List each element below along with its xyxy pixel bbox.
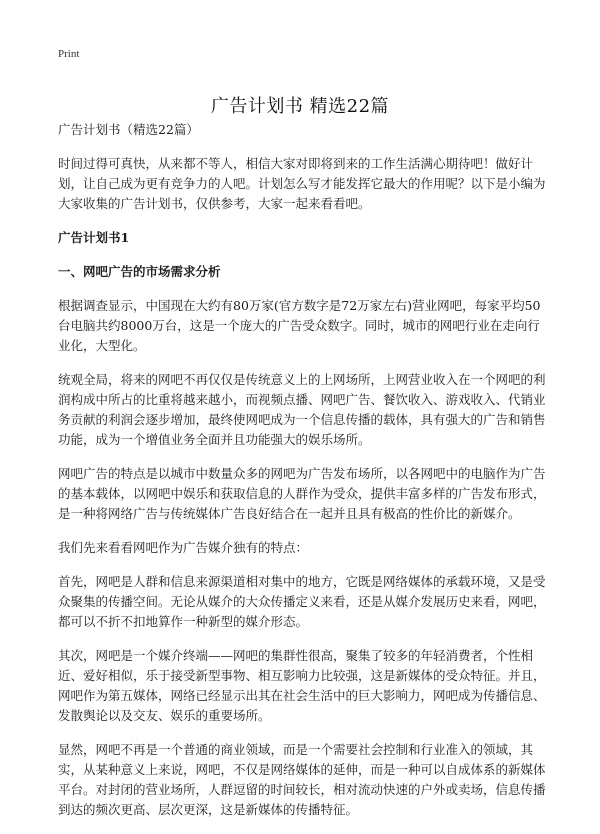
body-paragraph: 统观全局，将来的网吧不再仅仅是传统意义上的上网场所，上网营业收入在一个网吧的利润构成中所占的比重将越来越小，而视频点播、网吧广告、餐饮收入、游戏收入、代销业务贡献的利润会逐步增加，最终使网吧成为一个信息传播的载体，具有强大的广告和销售功能，成为一个增值业务全面并且功能强大的娱乐场所。 [58, 372, 546, 447]
print-link[interactable]: Print [58, 48, 80, 60]
article-subtitle: 广告计划书（精选22篇） [58, 122, 199, 137]
page-title: 广告计划书 精选22篇 [210, 96, 390, 118]
body-paragraph: 其次，网吧是一个媒介终端——网吧的集群性很高，聚集了较多的年轻消费者，个性相近、爱好相似，乐于接受新型事物、相互影响力比较强，这是新媒体的受众特征。并且，网吧作为第五媒体，网络已经显示出其在社会生活中的巨大影响力，网吧成为传播信息、发散舆论以及交友、娱乐的重要场所。 [58, 648, 546, 723]
article-body [58, 120, 548, 834]
body-paragraph: 我们先来看看网吧作为广告媒介独有的特点： [58, 540, 309, 555]
section-heading: 一、网吧广告的市场需求分析 [58, 264, 221, 279]
intro-paragraph: 时间过得可真快，从来都不等人，相信大家对即将到来的工作生活满心期待吧！做好计划，让自己成为更有竞争力的人吧。计划怎么写才能发挥它最大的作用呢？以下是小编为大家收集的广告计划书，仅供参考，大家一起来看看吧。 [58, 156, 546, 211]
body-paragraph: 根据调查显示，中国现在大约有80万家(官方数字是72万家左右)营业网吧，每家平均50台电脑共约8000万台，这是一个庞大的广告受众数字。同时，城市的网吧行业在走向行业化，大型化。 [58, 298, 541, 353]
section-title: 广告计划书1 [58, 230, 130, 245]
body-paragraph: 网吧广告的特点是以城市中数量众多的网吧为广告发布场所，以各网吧中的电脑作为广告的基本载体，以网吧中娱乐和获取信息的人群作为受众，提供丰富多样的广告发布形式，是一种将网络广告与传统媒体广告良好结合在一起并且具有极高的性价比的新媒介。 [58, 466, 546, 521]
body-paragraph: 显然，网吧不再是一个普通的商业领域，而是一个需要社会控制和行业准入的领域，其实，从某种意义上来说，网吧，不仅是网络媒体的延伸，而是一种可以自成体系的新媒体平台。对封闭的营业场所，人群逗留的时间较长，相对流动快速的户外或卖场，信息传播到达的频次更高、层次更深，这是新媒体的传播特征。 [58, 742, 546, 817]
body-paragraph: 首先，网吧是人群和信息来源渠道相对集中的地方，它既是网络媒体的承载环境，又是受众聚集的传播空间。无论从媒介的大众传播定义来看，还是从媒介发展历史来看，网吧，都可以不折不扣地算作一种新型的媒介形态。 [58, 574, 546, 629]
